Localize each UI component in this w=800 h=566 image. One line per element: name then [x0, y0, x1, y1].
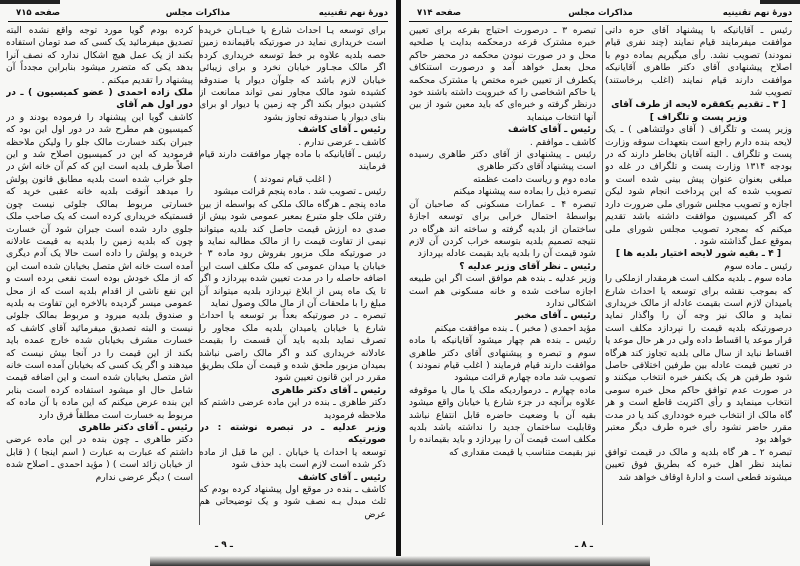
- paragraph: ماده دوم و ریاست دامت عظمته: [472, 173, 596, 185]
- right-page-header: [409, 7, 792, 22]
- paragraph: وزیر عدلیه ـ بنده هم موافق است اگر این طبیعه اجازه ساخت شده و خانه مسکونی هم است اشکالی ندارد: [409, 273, 596, 309]
- paragraph: ماده چهارم ـ درمواردیکه ملک یا مال یا موقوفه علاوه برآنچه در جزء شارع یا خیابان واقع میشود بقیه آن با وضعیت حاضره قابل انتفاع نباشد وقابلیت ساختمان جدید را نداشته باشد بلدیه مکلف است قیمت آن را بپردازد و باید بقیمانده را نیز بقیمت متناسب یا قیمت مقداری که: [409, 384, 596, 458]
- paragraph: رئیس ـ پیشنهادی از آقای دکتر طاهری رسیده است پیشنهاد آقای دکتر طاهری: [409, 149, 596, 173]
- left-page-column-right: [199, 25, 386, 525]
- scan-shadow: [760, 0, 800, 4]
- paragraph: رئیس ـ آقایانیکه با ماده چهار موافقت دارند قیام فرمایند: [199, 149, 386, 173]
- header-title: مذاکرات مجلس: [568, 8, 633, 18]
- speaker-line: رئیس ـ آقای مخبر: [514, 310, 596, 322]
- paragraph: ماده سوم ـ بلدیه مکلف است هرمقدار ازملکی را که بموجب نقشه برای توسعه یا احداث شارع یامیدان لازم است بقیمت عادله از مالک خریداری نماید و مالک نیز وجه آن را واگذار نماید درصورتیکه بلدیه قیمت را نپردازد مکلف است قرار موعد یا اقساط داده ولی در هر حال موعد یا اقساط نباید از سال مالی بلدیه تجاوز کند هرگاه در تعیین قیمت عادله بین طرفین اختلافی حاصل شود طرفین هر یک یکنفر خبره انتخاب میکنند و در صورت عدم توافق حاکم محل خبره سومی انتخاب مینماید و رأی اکثریت قاطع است و هر گاه مالک از انتخاب خبره خودداری کند یا در مدت مقرر حاضر نشود رأی خبره طرف دیگر معتبر خواهد بود: [605, 273, 792, 446]
- paragraph: کرده بودم گویا مورد توجه واقع نشده البته تصدیق میفرمائید یک کسی که صد تومان استفاده بکند از یک عمل هیچ اشکال ندارد که نصف آنرا بدهد یکی که متضرر میشود بنابراین مجدداً آن پیشنهاد را تقدیم میکنم .: [6, 25, 193, 86]
- speaker-line: رئیس ـ آقای کاشف: [297, 124, 386, 136]
- paragraph: تبصره ۲ ـ هر گاه بلدیه و مالک در قیمت توافق نمایند نظر اهل خبره که بطریق فوق تعیین میشوند قطعی است و ادارهٔ اوقاف خواهد شد: [605, 446, 792, 483]
- page-number: ـ ۸ ـ: [575, 540, 593, 550]
- column-divider: [602, 25, 603, 525]
- paragraph: کاشف ـ بنده در موقع اول پیشنهاد کرده بودم که ثلث مبدل بـه نصف شود و یک توضیحاتی هم عرض: [199, 484, 386, 520]
- right-page-column-left: [409, 25, 596, 525]
- speaker-line: رئیس ـ آقای کاشف: [507, 124, 596, 136]
- paragraph: رئیس ـ بنده هم چهار میشود آقایانیکه با ماده سوم و تبصره و پیشنهادی آقای دکتر طاهری موافقت دارند قیام فرمایند ( اغلب قیام نمودند ) تصویب شد ماده چهارم قرائت میشود: [409, 335, 596, 384]
- paragraph: رئیس ـ آقایانیکه با پیشنهاد آقای حزه داتی موافقت میفرمایند قیام نمایند (چند نفری قیام نمودند) تصویب نشد. رأی میگیریم بماده دوم با اصلاح پیشنهادی آقای دکتر طاهری آقایانیکه موافقت دارند قیام نمایند (اغلب برخاستند) تصویب شد: [605, 25, 792, 99]
- paragraph: مؤید احمدی ( مخبر ) ـ بنده موافقت میکنم: [434, 322, 596, 334]
- volume-label: دورهٔ نهم تقنینیه: [722, 8, 792, 18]
- page-label: صفحه ۷۱۴: [417, 8, 462, 18]
- section-heading: [ ۴ ـ بقیه شور لایحه اختیار بلدیه ها ]: [615, 248, 782, 260]
- paragraph: وزیر پست و تلگراف ( آقای دولتشاهی ) ـ یک لایحه بنده دارم راجع است بتعهدات سوقه وزارت پست و تلگراف . البته آقایان بخاطر دارند که در بودجه ۱۳۱۴ وزارت پست و تلگراف در غله دو مبلغی بعنوان عنوان پیش بینی شده است و تصویب شده که این پرداخت انجام شود لیکن اجازه و تصویب مجلس شورای ملی ضرورت دارد که اگر کمیسیون موافقت داشته باشد تقدیم میکنم که بمجرد تصویب مجلس شورای ملی بموقع عمل گذاشته شود .: [605, 124, 792, 247]
- speaker-line: وزیر عدلیه ـ در تبصره نوشته : در صورتیکه: [199, 422, 386, 446]
- paragraph: رئیس ـ تصویب شد . ماده پنجم قرائت میشود: [213, 186, 386, 198]
- paragraph: کاشف ـ عرضی ندارم .: [298, 136, 386, 148]
- paragraph: دکتر طاهری ـ بنده در این ماده عرضی داشتم که ملاحظه فرمودید: [199, 397, 386, 421]
- paragraph: ماده پنجم ـ هرگاه مالک ملکی که بواسطه از بین رفتن ملک جلو متبرع بمعبر عمومی شود بیش از صدی ده ارزش قیمت حاصل کند بلدیه میتواند نیمی از تفاوت قیمت را از مالک مطالبه نماید و در صورتیکه ملک مزبور بفروش رود ماده ۳ - خیابان یا میدان عمومی که ملک مکلف است این اضافه حاصله را در مدت تعیین شده بپردازد و اگر تا یک ماه پس از ابلاغ نپردازد بلدیه میتواند آن مبلغ را با ملحقات آن از مال مالک وصول نماید: [199, 198, 386, 309]
- header-title: مذاکرات مجلس: [165, 8, 231, 18]
- speaker-line: رئیس ـ آقای دکتر طاهری: [78, 422, 193, 433]
- left-page: [0, 0, 396, 566]
- speaker-line: رئیس ـ نظر آقای وزیر عدلیه ؟: [459, 260, 596, 272]
- paragraph: کاشف ـ موافقم .: [529, 136, 596, 148]
- scan-shadow: [0, 0, 60, 4]
- volume-label: دورهٔ نهم تقنینیه: [318, 8, 388, 18]
- paragraph: ( اغلب قیام نمودند ): [253, 173, 332, 185]
- paragraph: دکتر طاهری ـ چون بنده در این ماده عرضی داشتم که عبارت به عبارت ( اسم اینجا ) ( قابل از خیابان زائد است ) ( مؤید احمدی ـ اصلاح شده است ) دیگر عرضی ندارم: [6, 434, 193, 483]
- left-page-header: [8, 7, 388, 22]
- paragraph: تبصره ۴ ـ عمارات مسکونی که صاحبان آن بواسطهٔ احتمال خرابی برای توسعه اجازهٔ ساختمان از بلدیه گرفته و ساخته اند هرگاه در نتیجه تصمیم بلدیه بتوسعه خراب کردن آن لازم شود قیمت آن را بلدیه باید بقیمت عادله بپردازد: [409, 198, 596, 260]
- paragraph: توسعه یا احداث یا خیابان . این ما قبل از ماده ذکر شده است لازم است باید حذف شود: [199, 446, 386, 471]
- paragraph: برای توسعه یـا احداث شارع یا خیـابـان خریده است خریداری نماید در صورتیکه باقیمانده زمین حصه بلدیه علاوه بر خط توسعه خریداری کرده اگر مالک مجـاور خیابان نخرد و برای زیبائی خیابان لازم باشد که جلوآن دیوار یا صندوقه کشیده شود مالک مجاور نمی تواند ممانعت از کشیدن دیوار بکند اگر چه زمین یا دیوار او برای بنای دیوار یا صندوقه تجاوز بشود: [199, 25, 386, 123]
- page-label: صفحه ۷۱۵: [16, 8, 61, 18]
- paragraph: تبصره ۳ ـ درصورت احتیاج بقرعه برای تعیین خبره مشترک قرعه درمحکمه بدایت یا صلحیه محل و در صورت نبودن محکمه در محضر حاکم محل بعمل خواهد آمد و درصورت استنکاف یکطرف از تعیین خبره مختص یا مشترک محکمه یا حاکم اشخاصی را که خبرویت داشته باشند خود درنظر گرفته و خبره‌ای که باید معین شود از بین آنها انتخاب مینماید: [409, 25, 596, 123]
- scan-shadow: [150, 556, 650, 566]
- right-page-column-right: [605, 25, 792, 525]
- speaker-line: رئیس ـ آقای دکتر طاهری: [271, 384, 386, 396]
- right-page: [401, 0, 800, 566]
- paragraph: کاشف گویا این پیشنهاد را فرموده بودند و در کمیسیون هم مطرح شد در دور اول این بود که جبران بکند خسارت مالک جلو را ولیکن ملاحظه فرمودید که این در کمیسیون اصلاح شد و این اصلاً طرف بلدیه است این که کم آن خانه اش در جلو خراب شده است بلدیه مطابق قانون پولش را میدهد آنوقت بلدیه خانه عقبی خرید که خسارتی مربوط بمالک جلوئی نیست چون قسمتیکه خریداری کرده است که یک صاحب ملک جلوی دارد شده است جبران شود آن خسارت چون که بلدیه زمین را بلدیه به قیمت عادلانه خریده و پولش را داده است حالا یک آدم دیگری آمده است خانه اش متصل بخیابان شده است این که از ملک خودش بوده است نفعی برده است و این نفع ناشی از اقدام بلدیه است که از محل عمومی میسر گردیده بالاخره این تفاوت به بلدیه و صندوق بلدیه میرود و مربوط بمالک جلوئی نیست و البته تصدیق میفرمائید آقای کاشف که خسارت مشرف بخیابان شده خارج عمده باید بکند از این قیمت را در آنجا بیش نیست که میدهند و اگر یک کسی که بخیابان آمده است خانه اش متصل بخیابان شده است و این اضافه قیمت شامل حال او میشود استفاده کرده است بنابر این بنده عرض میکنم که این ماده با آن ماده که مربوط به خسارت است مطلقاً فرق دارد: [6, 111, 193, 421]
- page-number: ـ ۹ ـ: [215, 540, 233, 550]
- paragraph: تبصره ـ در صورتیکه بعداً بر توسعه یا احداث شارع یا خیابان یامیدان بلدیه ملک مجاور را تصرف نماید بلدیه باید آن قسمت را بقیمت عادلانه خریداری کند و اگر مالک راضی نباشد بمیدان مزبور ملحق شده و قیمت آن ملک بطریق مقرر در این قانون تعیین شود: [199, 310, 386, 384]
- speaker-line: رئیس ـ آقای کاشف: [297, 471, 386, 483]
- speaker-line: ملک زاده احمدی ( عضو کمیسیون ) ـ در دور اول هم آقای: [6, 87, 193, 111]
- paragraph: تبصره ذیل را بماده سه پیشنهاد میکنم: [453, 186, 596, 198]
- paragraph: رئیس ـ ماده سوم: [724, 260, 792, 272]
- column-divider: [199, 25, 200, 525]
- section-heading: [ ۳ ـ تقدیم یکفقره لایحه از طرف آقای وزیر پست و تلگراف ]: [611, 99, 786, 123]
- left-page-column-left: [6, 25, 193, 525]
